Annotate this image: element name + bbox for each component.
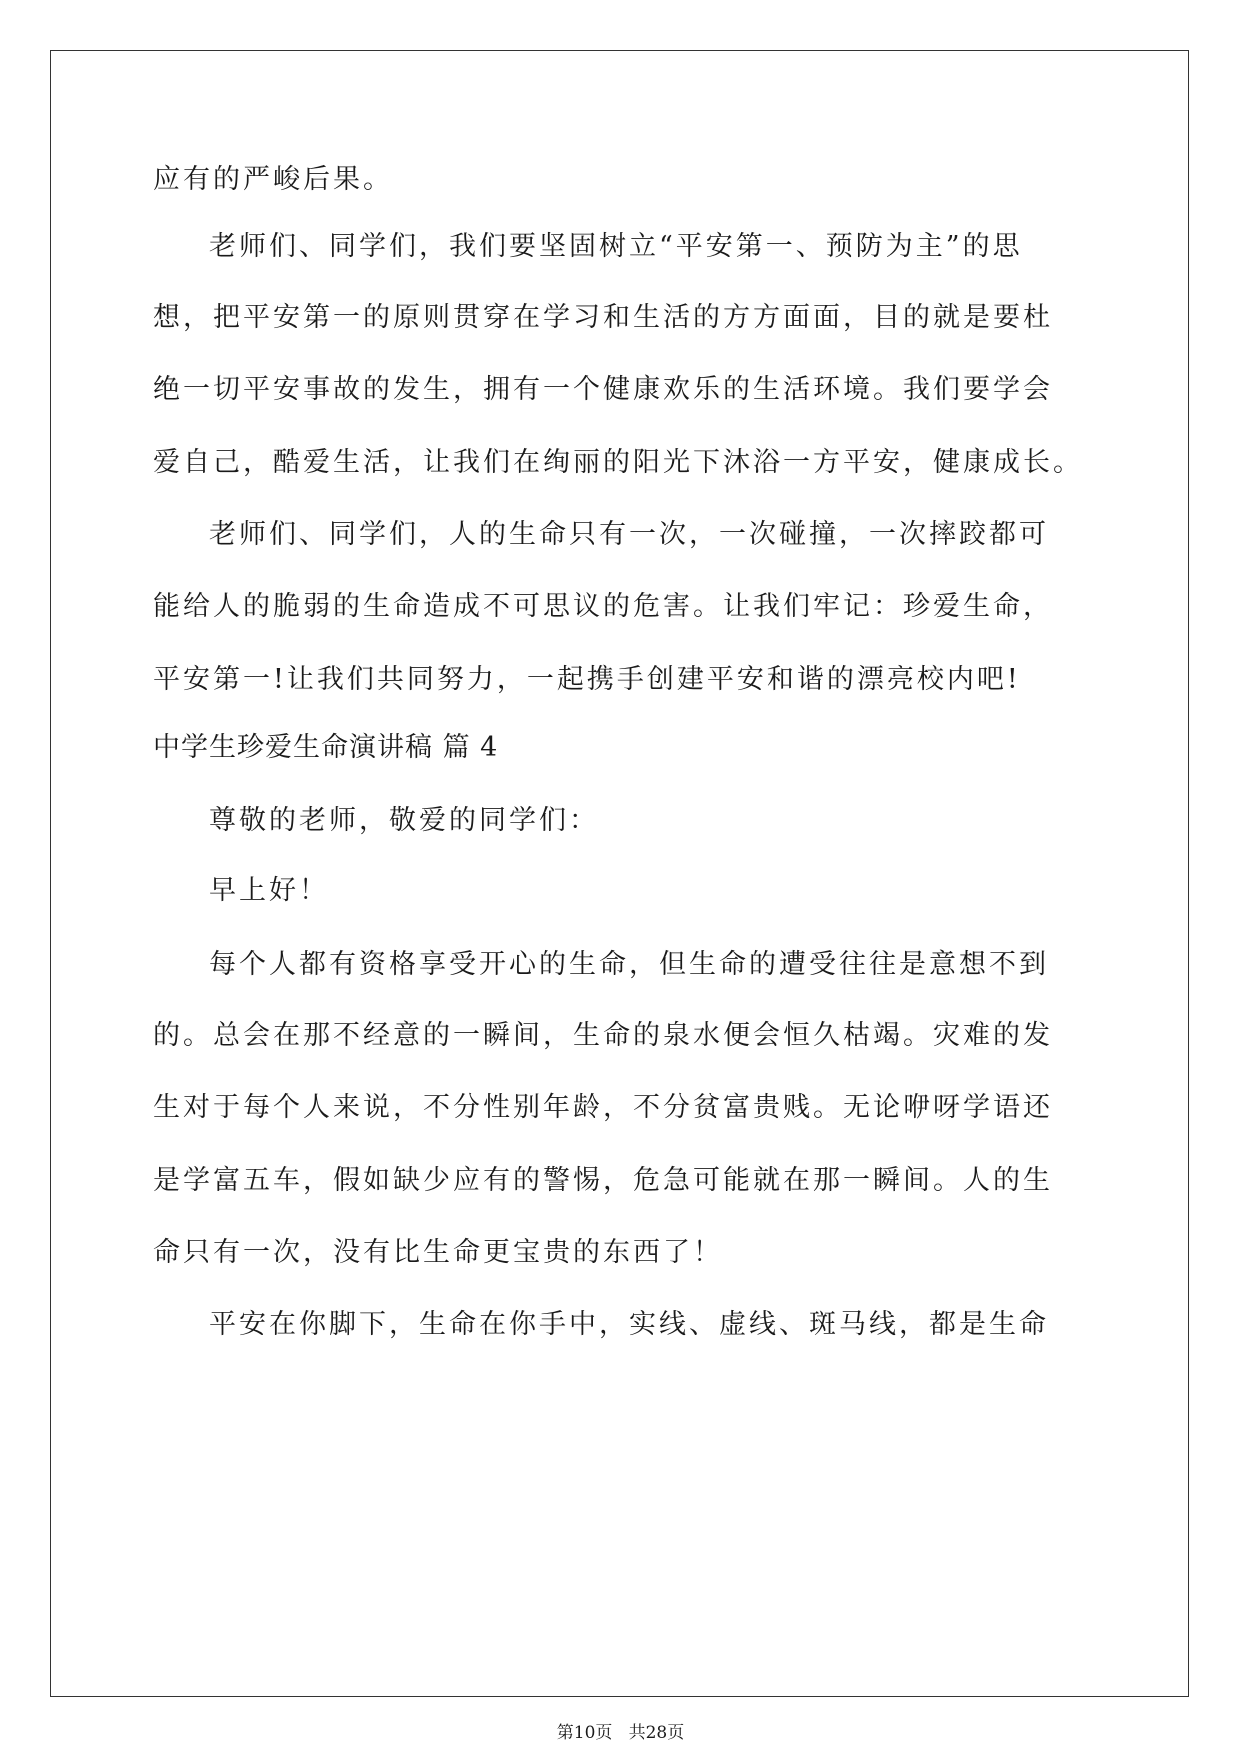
- page-total: 28: [645, 1723, 668, 1743]
- text-line: 命只有一次，没有比生命更宝贵的东西了！: [153, 1237, 723, 1268]
- text-line: 的。总会在那不经意的一瞬间，生命的泉水便会恒久枯竭。灾难的发: [153, 1020, 1053, 1051]
- text-line: 老师们、同学们，人的生命只有一次，一次碰撞，一次摔跤都可: [209, 519, 1049, 550]
- text-line: 是学富五车，假如缺少应有的警惕，危急可能就在那一瞬间。人的生: [153, 1165, 1053, 1196]
- text-line: 能给人的脆弱的生命造成不可思议的危害。让我们牢记：珍爱生命，: [153, 591, 1053, 622]
- section-heading: 中学生珍爱生命演讲稿 篇 4: [153, 732, 499, 763]
- page-suffix: 页: [595, 1723, 613, 1743]
- total-suffix: 页: [667, 1723, 685, 1743]
- text-line: 老师们、同学们，我们要坚固树立“平安第一、预防为主”的思: [209, 231, 1023, 262]
- text-line: 生对于每个人来说，不分性别年龄，不分贫富贵贱。无论咿呀学语还: [153, 1092, 1053, 1123]
- text-line: 尊敬的老师，敬爱的同学们：: [209, 805, 599, 836]
- text-line: 想，把平安第一的原则贯穿在学习和生活的方方面面，目的就是要杜: [153, 302, 1053, 333]
- text-line: 平安在你脚下，生命在你手中，实线、虚线、斑马线，都是生命: [209, 1309, 1049, 1340]
- page-footer: [0, 1721, 1241, 1745]
- text-line: 应有的严峻后果。: [153, 164, 393, 195]
- text-line: 每个人都有资格享受开心的生命，但生命的遭受往往是意想不到: [209, 949, 1049, 980]
- text-line: 绝一切平安事故的发生，拥有一个健康欢乐的生活环境。我们要学会: [153, 374, 1053, 405]
- total-prefix: 共: [628, 1723, 646, 1743]
- text-line: 早上好！: [209, 875, 329, 906]
- text-line: 平安第一!让我们共同努力，一起携手创建平安和谐的漂亮校内吧!: [153, 664, 1021, 695]
- page-prefix: 第: [556, 1723, 574, 1743]
- page-current: 10: [573, 1723, 596, 1743]
- text-line: 爱自己，酷爱生活，让我们在绚丽的阳光下沐浴一方平安，健康成长。: [153, 447, 1083, 478]
